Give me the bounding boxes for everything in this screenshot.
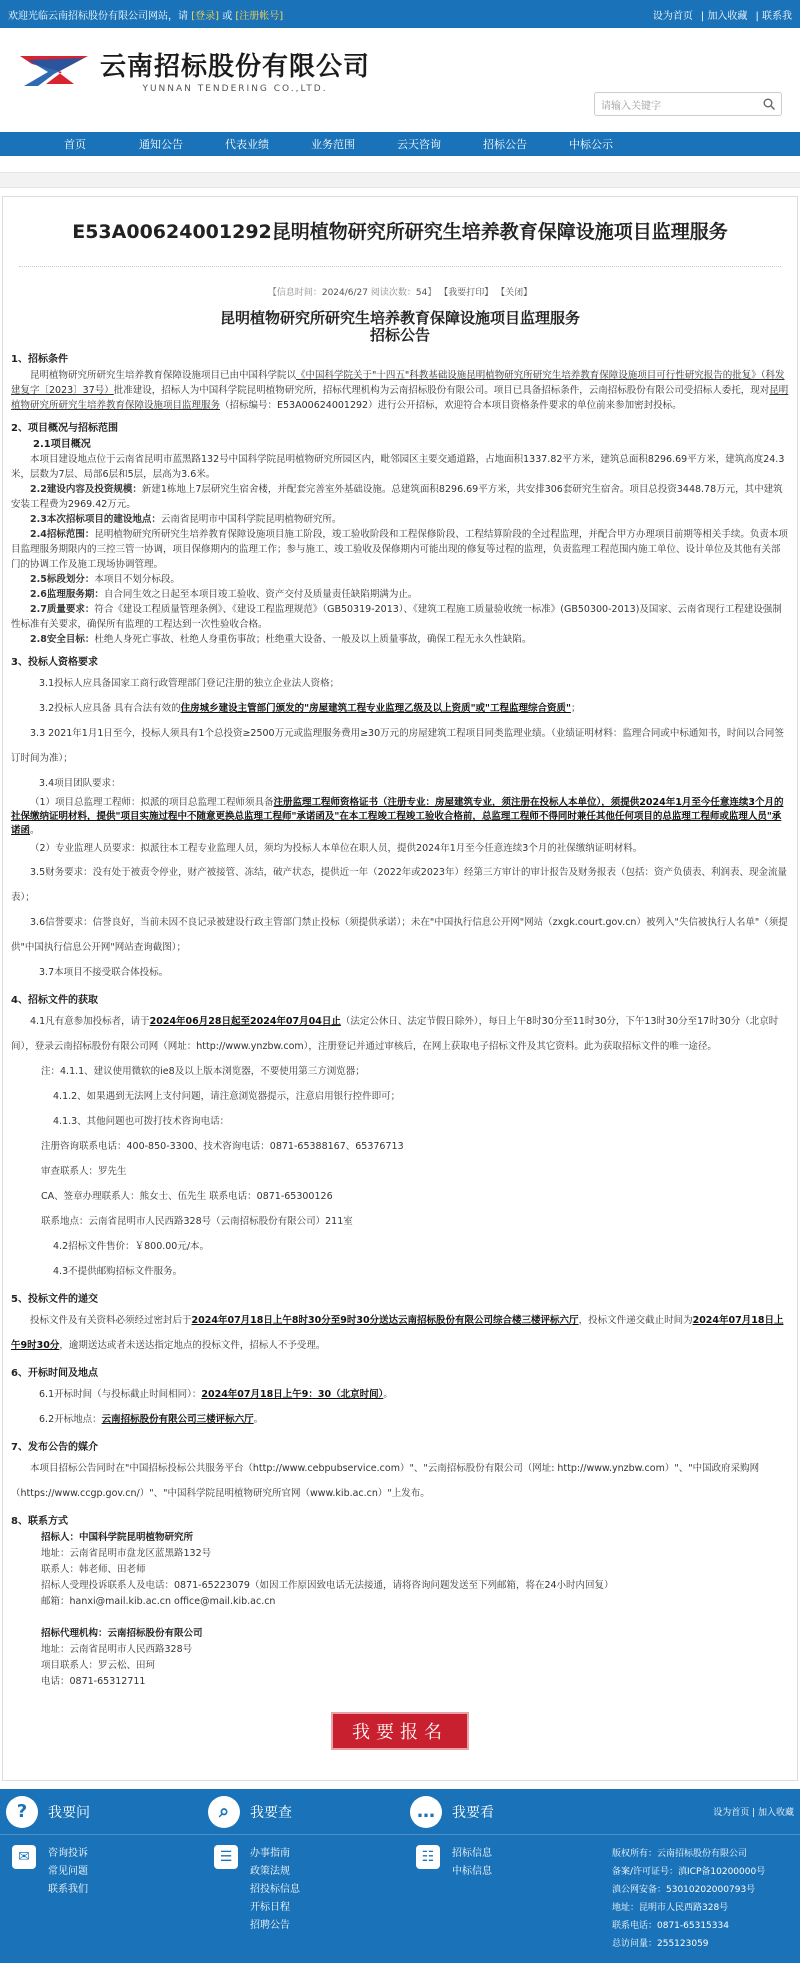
paragraph: 6.2开标地点：云南招标股份有限公司三楼评标六厅。 [39, 1414, 264, 1425]
list-icon: ☷ [416, 1845, 440, 1869]
chat-bubble-icon: ✉ [12, 1845, 36, 1869]
footer-top [0, 1789, 800, 1835]
note: 注：4.1.1、建议使用微软的ie8及以上版本浏览器，不要使用第三方浏览器； [41, 1066, 365, 1077]
nav-award-notices[interactable]: 中标公示 [569, 138, 613, 151]
section-heading: 7、发布公告的媒介 [11, 1442, 98, 1453]
note: 4.2招标文件售价：￥800.00元/本。 [53, 1241, 210, 1252]
section-heading: 6、开标时间及地点 [11, 1368, 98, 1379]
company-name-en: YUNNAN TENDERING CO.,LTD. [142, 84, 328, 94]
page-title: E53A00624001292昆明植物研究所研究生培养教育保障设施项目监理服务 [19, 207, 781, 267]
nav-home[interactable]: 首页 [64, 138, 86, 151]
note: 4.1.3、其他问题也可拨打技术咨询电话： [53, 1116, 230, 1127]
paragraph: 2.5标段划分：本项目不划分标段。 [30, 574, 180, 585]
close-link[interactable]: 【关闭】 [496, 288, 533, 298]
top-links: 设为首页 | 加入收藏 | 联系我 [652, 10, 792, 22]
search-icon: ⌕ [208, 1796, 240, 1828]
paragraph: 3.7本项目不接受联合体投标。 [39, 967, 169, 978]
phone-text: 联系电话：0871-65315334 [612, 1921, 729, 1931]
nav-performance[interactable]: 代表业绩 [225, 138, 269, 151]
paragraph: 2.4招标范围：昆明植物研究所研究生培养教育保障设施项目施工阶段，竣工验收阶段和工程保修阶段、工程结算阶段的全过程监理，并配合甲方办理项目前期等相关手续。负责本项目监理服务期限内的三控三管一协调，项目保修期内的监理工作；参与施工、竣工验收及保修期内可能出现的修复等过程的监理，负责监理工程范围内施工单位、设计单位及其他有关部门的协调工作及施工现场协调管理。 [11, 529, 788, 570]
police-record-text: 滇公网安备：53010202000793号 [612, 1885, 756, 1895]
article [2, 196, 798, 1781]
note: 联系地点：云南省昆明市人民西路328号（云南招标股份有限公司）211室 [41, 1216, 353, 1227]
footer-link[interactable]: 招聘公告 [250, 1920, 290, 1931]
search-icon[interactable] [763, 98, 775, 110]
paragraph: 2.3本次招标项目的建设地点：云南省昆明市中国科学院昆明植物研究所。 [30, 514, 342, 525]
note: 4.3不提供邮购招标文件服务。 [53, 1266, 183, 1277]
meta-read-count: 54 [415, 288, 428, 298]
section-heading: 2、项目概况与招标范围 [11, 423, 118, 434]
ask-heading: 我要问 [48, 1804, 90, 1821]
welcome-label: 欢迎光临云南招标股份有限公司网站，请 [8, 10, 188, 22]
main-nav [0, 132, 800, 156]
question-icon: ? [6, 1796, 38, 1828]
login-link[interactable]: [登录] [191, 10, 219, 22]
nav-business[interactable]: 业务范围 [311, 138, 355, 151]
nav-tender-notices[interactable]: 招标公告 [483, 138, 527, 151]
footer-link[interactable]: 招标信息 [452, 1848, 492, 1859]
add-favorite-link[interactable]: 加入收藏 [707, 10, 748, 22]
section-heading: 3、投标人资格要求 [11, 657, 98, 668]
article-meta [11, 285, 789, 298]
check-heading: 我要查 [250, 1804, 292, 1821]
doc-title-line1: 昆明植物研究所研究生培养教育保障设施项目监理服务 [219, 309, 580, 327]
contact-link[interactable]: 联系我 [762, 10, 792, 22]
search-input[interactable]: 请输入关键字 [601, 100, 661, 112]
address-text: 地址：昆明市人民西路328号 [612, 1903, 729, 1913]
footer-link[interactable]: 招投标信息 [250, 1884, 300, 1895]
company-logo[interactable] [18, 46, 370, 94]
paragraph: （2）专业监理人员要求：拟派往本工程专业监理人员，须均为投标人本单位在职人员，提供2024年1月至今任意连续3个月的社保缴纳证明材料。 [30, 843, 643, 854]
breadcrumb-bar [0, 172, 800, 188]
doc-title [11, 310, 789, 344]
paragraph: 3.4项目团队要求： [39, 778, 121, 789]
set-home-link[interactable]: 设为首页 [652, 10, 693, 22]
paragraph: 2.2建设内容及投资规模：新建1栋地上7层研究生宿舍楼，并配套完善室外基础设施。总建筑面积8296.69平方米，共安排306套研究生宿舍。项目总投资3448.78万元，其中建筑安装工程费为2969.42万元。 [11, 484, 783, 510]
contact-block: 招标人：中国科学院昆明植物研究所 地址：云南省昆明市盘龙区蓝黑路132号 联系人：韩老师、田老师 招标人受理投诉联系人及电话：0871-65223079（如因工作原因致电话无法接通，请将咨询问题发送至下列邮箱，将在24小时内回复） 邮箱：hanxi@mail.kib.ac.cn office@mail.kib.ac.cn 招标代理机构：云南招标股份有限公司 地址：云南省昆明市人民西路328号 项目联系人：罗云松、田珂 电话：0871-65312711 [41, 1532, 614, 1687]
paragraph: 投标文件及有关资料必须经过密封后于2024年07月18日上午8时30分至9时30分送达云南招标股份有限公司综合楼三楼评标六厅，投标文件递交截止时间为2024年07月18日上午9时30分，逾期送达或者未送达指定地点的投标文件，招标人不予受理。 [11, 1315, 784, 1351]
nav-notices[interactable]: 通知公告 [139, 138, 183, 151]
section-heading: 5、投标文件的递交 [11, 1294, 98, 1305]
note: CA、签章办理联系人：熊女士、伍先生 联系电话：0871-65300126 [41, 1191, 333, 1202]
meta-end: 】 [427, 288, 437, 298]
paragraph: 本项目建设地点位于云南省昆明市蓝黑路132号中国科学院昆明植物研究所园区内，毗邻园区主要交通道路，占地面积1337.82平方米，建筑总面积8296.69平方米，建筑高度24.3米，层数为7层、局部6层和5层，层高为3.6米。 [11, 454, 785, 480]
paragraph: 2.6监理服务期：自合同生效之日起至本项目竣工验收、资产交付及质量责任缺陷期满为止。 [30, 589, 418, 600]
footer-link[interactable]: 政策法规 [250, 1866, 290, 1877]
nav-consulting[interactable]: 云天咨询 [397, 138, 441, 151]
section-heading: 4、招标文件的获取 [11, 995, 98, 1006]
paragraph: 昆明植物研究所研究生培养教育保障设施项目已由中国科学院以《中国科学院关于"十四五"科教基础设施昆明植物研究所研究生培养教育保障设施项目可行性研究报告的批复》（科发建复字〔2023〕37号）批准建设，招标人为中国科学院昆明植物研究所，招标代理机构为云南招标股份有限公司。项目已具备招标条件，云南招标股份有限公司受招标人委托，现对昆明植物研究所研究生培养教育保障设施项目监理服务（招标编号：E53A00624001292）进行公开招标，欢迎符合本项目资格条件要求的单位前来参加密封投标。 [11, 370, 789, 411]
footer-link[interactable]: 联系我们 [48, 1884, 88, 1895]
icp-text: 备案/许可证号：滇ICP备10200000号 [612, 1867, 766, 1877]
footer-link[interactable]: 开标日程 [250, 1902, 290, 1913]
meta-time-label: 【信息时间： [267, 288, 322, 298]
note: 4.1.2、如果遇到无法网上支付问题，请注意浏览器提示，注意启用银行控件即可； [53, 1091, 401, 1102]
footer-link[interactable]: 中标信息 [452, 1866, 492, 1877]
site-header [0, 28, 800, 112]
meta-read-label: 阅读次数： [370, 288, 416, 298]
note: 注册咨询联系电话：400-850-3300、技术咨询电话：0871-65388167、65376713 [41, 1141, 404, 1152]
paragraph: 本项目招标公告同时在"中国招标投标公共服务平台（http://www.cebpubservice.com）"、"云南招标股份有限公司（网址: http://www.ynzbw.com）"、"中国政府采购网（https://www.ccgp.gov.cn/）"、"中国科学院昆明植物研究所官网（www.kib.ac.cn）"上发布。 [11, 1463, 760, 1499]
meta-time: 2024/6/27 [321, 288, 369, 298]
footer-info [612, 1845, 765, 1953]
paragraph: 4.1凡有意参加投标者，请于2024年06月28日起至2024年07月04日止（法定公休日、法定节假日除外），每日上午8时30分至11时30分，下午13时30分至17时30分（北京时间），登录云南招标股份有限公司网（网址：http://www.ynzbw.com），注册登记并通过审核后，在网上获取电子招标文件及其它资料。此为获取招标文件的唯一途径。 [11, 1016, 779, 1052]
section-heading: 8、联系方式 [11, 1516, 68, 1527]
top-bar [0, 0, 800, 28]
signup-button[interactable]: 我要报名 [331, 1712, 469, 1750]
site-footer [0, 1789, 800, 1963]
footer-link[interactable]: 办事指南 [250, 1848, 290, 1859]
paragraph: 3.2投标人应具备 具有合法有效的住房城乡建设主管部门颁发的"房屋建筑工程专业监理乙级及以上资质"或"工程监理综合资质"； [39, 703, 581, 714]
see-heading: 我要看 [452, 1804, 494, 1821]
paragraph: （1）项目总监理工程师：拟派的项目总监理工程师须具备注册监理工程师资格证书（注册专业：房屋建筑专业，须注册在投标人本单位），须提供2024年1月至今任意连续3个月的社保缴纳证明材料，提供"项目实施过程中不随意更换总监理工程师"承诺函及"在本工程竣工程竣工验收合格前，总监理工程师不得同时兼任其他任何项目的总监理工程师或监理人员"承诺函。 [11, 797, 784, 836]
footer-link[interactable]: 咨询投诉 [48, 1848, 88, 1859]
footer-link[interactable]: 常见问题 [48, 1866, 88, 1877]
footer-links[interactable]: 设为首页 | 加入收藏 [713, 1808, 794, 1818]
doc-title-line2: 招标公告 [369, 326, 430, 344]
search-box[interactable] [594, 92, 782, 116]
sub-heading: 2.1项目概况 [33, 439, 91, 450]
section-heading: 1、招标条件 [11, 354, 68, 365]
paragraph: 3.6信誉要求：信誉良好，当前未因不良记录被建设行政主管部门禁止投标（须提供承诺）；未在"中国执行信息公开网"网站（zxgk.court.gov.cn）被列入"失信被执行人名单"（须提供"中国执行信息公开网"网站查询截图）； [11, 917, 788, 953]
print-link[interactable]: 【我要打印】 [439, 288, 494, 298]
note: 审查联系人：罗先生 [41, 1166, 127, 1177]
paragraph: 3.1投标人应具备国家工商行政管理部门登记注册的独立企业法人资格； [39, 678, 340, 689]
company-name-cn: 云南招标股份有限公司 [100, 52, 371, 82]
paragraph: 6.1开标时间（与投标截止时间相同）：2024年07月18日上午9：30（北京时间）。 [39, 1389, 393, 1400]
welcome-text [8, 7, 283, 22]
register-link[interactable]: [注册帐号] [235, 10, 284, 22]
paragraph: 2.7质量要求：符合《建设工程质量管理条例》、《建设工程监理规范》（GB50319-2013）、《建筑工程施工质量验收统一标准》(GB50300-2013)及国家、云南省现行工程建设强制性标准有关要求，确保所有监理的工程达到一次性验收合格。 [11, 604, 782, 630]
visit-count-text: 总访问量：255123059 [612, 1939, 709, 1949]
copyright-text: 版权所有：云南招标股份有限公司 [612, 1849, 748, 1859]
paragraph: 3.3 2021年1月1日至今，投标人须具有1个总投资≥2500万元或监理服务费用≥30万元的房屋建筑工程项目同类监理业绩。（业绩证明材料：监理合同或中标通知书，时间以合同签订时间为准）； [11, 728, 784, 764]
paragraph: 2.8安全目标：杜绝人身死亡事故、杜绝人身重伤事故；杜绝重大设备、一般及以上质量事故，确保工程无永久性缺陷。 [30, 634, 532, 645]
paragraph: 3.5财务要求：没有处于被责令停业，财产被接管、冻结，破产状态，提供近一年（2022年或2023年）经第三方审计的审计报告及财务报表（包括：资产负债表、利润表、现金流量表）； [11, 867, 787, 903]
or-label: 或 [222, 10, 233, 22]
footer-bottom [0, 1835, 800, 1963]
document-icon: ☰ [214, 1845, 238, 1869]
chat-icon: … [410, 1796, 442, 1828]
logo-mark-icon [18, 50, 94, 90]
